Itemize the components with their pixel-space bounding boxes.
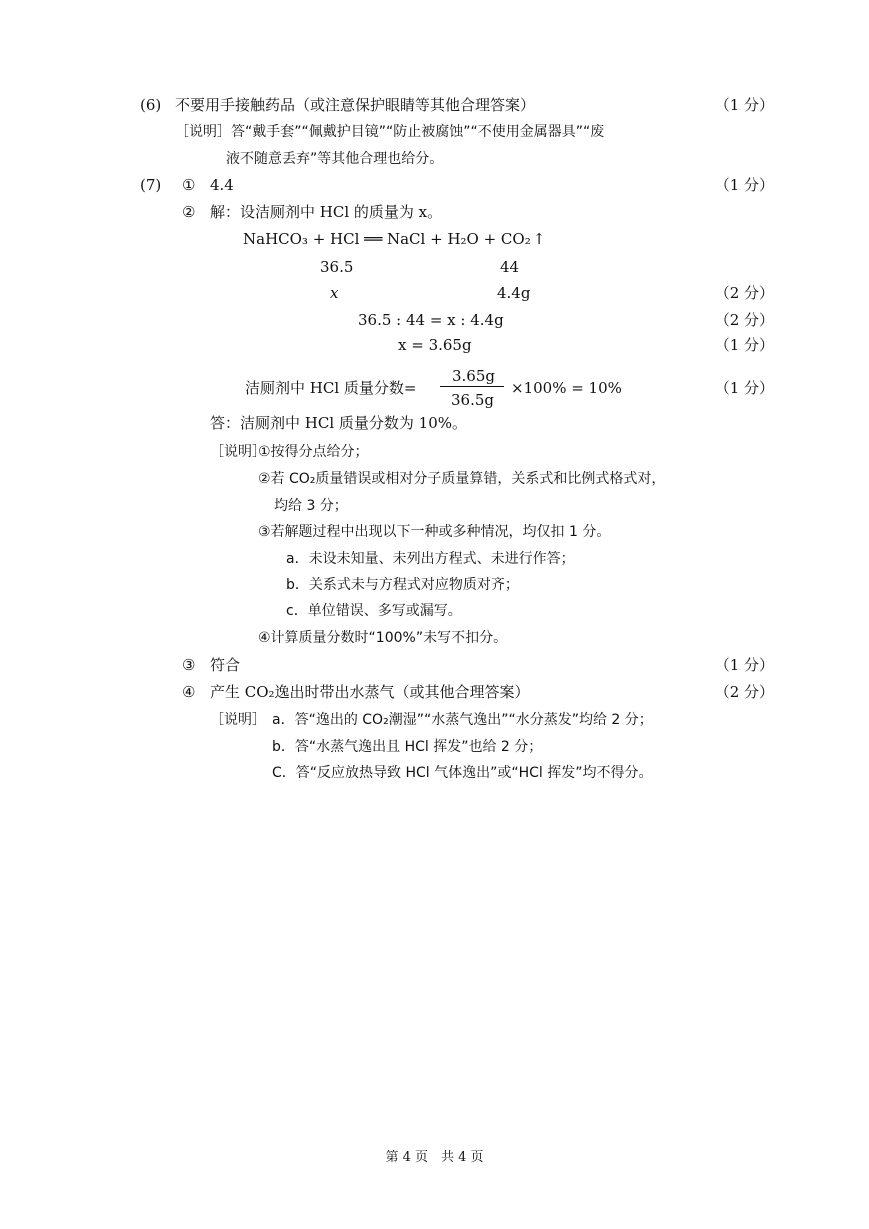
q7-p2-note-2a: ②若 CO₂质量错误或相对分子质量算错，关系式和比例式格式对， [258,471,666,487]
q6-number: (6) [140,96,162,114]
gas-up-arrow-icon: ↑ [532,230,546,248]
page-footer: 第 4 页 共 4 页 [385,1150,484,1165]
q7-p4-mark: ④ [182,683,196,701]
q6-note-line2: 液不随意丢弃”等其他合理也给分。 [226,151,444,167]
conclusion: 答：洁厕剂中 HCl 质量分数为 10%。 [210,414,468,432]
chemical-equation-text: NaHCO₃ + HCl ══ NaCl + H₂O + CO₂ [243,230,531,248]
q7-p2-note-4: ④计算质量分数时“100%”未写不扣分。 [258,630,508,646]
fraction-bar [440,386,504,387]
q7-p2-note-1: ①按得分点给分； [258,444,369,460]
result-x: x = 3.65g [398,336,472,354]
q7-p2-intro: 解：设洁厕剂中 HCl 的质量为 x。 [210,203,443,221]
q7-p4-note-head: ［说明］ [210,712,266,728]
fraction-label: 洁厕剂中 HCl 质量分数= [245,379,417,397]
q6-answer: 不要用手接触药品（或注意保护眼睛等其他合理答案） [175,96,536,114]
q7-p4-answer: 产生 CO₂逸出时带出水蒸气（或其他合理答案） [210,683,530,701]
fraction-score: （1 分） [714,379,774,397]
ratio-score: （2 分） [714,311,774,329]
hcl-molar-mass: 36.5 [320,258,354,276]
q7-p2-note-head: ［说明］ [210,444,266,460]
q7-p2-note-3a: a．未设未知量、未列出方程式、未进行作答； [286,551,575,567]
q6-note-line1: ［说明］答“戴手套”“佩戴护目镜”“防止被腐蚀”“不使用金属器具”“废 [175,124,605,140]
q7-p4-note-a: a．答“逸出的 CO₂潮湿”“水蒸气逸出”“水分蒸发”均给 2 分； [272,712,653,728]
q7-p2-note-2b: 均给 3 分； [274,498,348,514]
ratio-equation: 36.5 : 44 = x : 4.4g [358,311,504,329]
q7-p1-score: （1 分） [714,176,774,194]
fraction-denominator: 36.5g [451,391,495,409]
result-score: （1 分） [714,336,774,354]
q7-p2-note-3c: c．单位错误、多写或漏写。 [286,603,462,619]
q7-p3-mark: ③ [182,656,196,674]
fraction-tail: ×100% = 10% [511,379,622,397]
q6-score: （1 分） [714,96,774,114]
q7-p1-mark: ① [182,176,196,194]
relation-score: （2 分） [714,284,774,302]
chemical-equation [243,229,545,249]
fraction-numerator: 3.65g [452,367,496,385]
unknown-x: x [330,284,339,302]
q7-p2-note-3: ③若解题过程中出现以下一种或多种情况，均仅扣 1 分。 [258,524,611,540]
q7-p4-score: （2 分） [714,683,774,701]
q7-p4-note-b: b．答“水蒸气逸出且 HCl 挥发”也给 2 分； [272,739,543,755]
q7-number: (7) [140,176,162,194]
q7-p4-note-c: C．答“反应放热导致 HCl 气体逸出”或“HCl 挥发”均不得分。 [272,765,653,781]
q7-p2-note-3b: b．关系式未与方程式对应物质对齐； [286,577,519,593]
q7-p3-answer: 符合 [210,656,241,674]
q7-p3-score: （1 分） [714,656,774,674]
q7-p2-mark: ② [182,203,196,221]
q7-p1-answer: 4.4 [210,176,234,194]
given-mass: 4.4g [497,284,531,302]
co2-molar-mass: 44 [500,258,520,276]
